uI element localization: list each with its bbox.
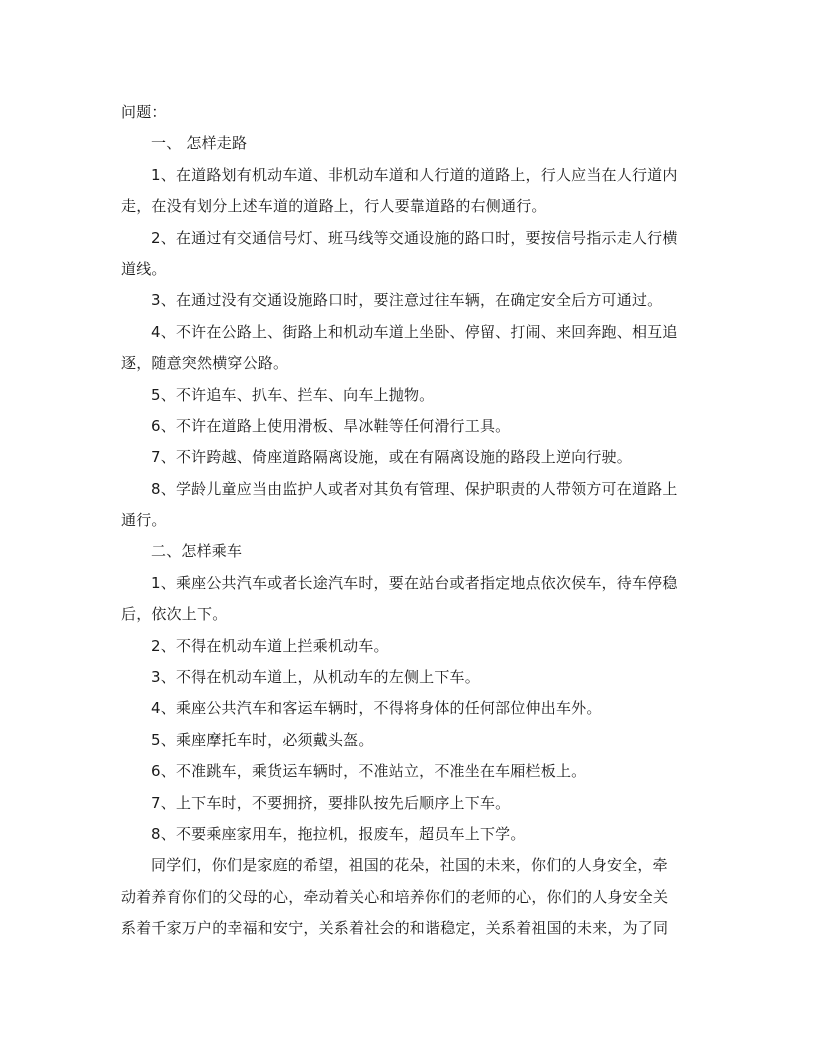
text-line: 1、乘座公共汽车或者长途汽车时，要在站台或者指定地点依次侯车，待车停稳 <box>151 573 678 592</box>
text-line: 4、不许在公路上、街路上和机动车道上坐卧、停留、打闹、来回奔跑、相互追 <box>151 322 678 341</box>
text-line: 后，依次上下。 <box>121 605 228 624</box>
text-line: 8、学龄儿童应当由监护人或者对其负有管理、保护职责的人带领方可在道路上 <box>151 479 678 498</box>
section-heading: 一、 怎样走路 <box>151 134 248 153</box>
text-line: 3、在通过没有交通设施路口时，要注意过往车辆，在确定安全后方可通过。 <box>151 291 663 310</box>
text-line: 5、乘座摩托车时，必须戴头盔。 <box>151 730 374 749</box>
text-line: 道线。 <box>121 259 167 278</box>
text-line: 3、不得在机动车道上，从机动车的左侧上下车。 <box>151 668 480 687</box>
text-line: 走，在没有划分上述车道的道路上，行人要靠道路的右侧通行。 <box>121 197 547 216</box>
document-body <box>121 97 699 945</box>
text-line: 6、不许在道路上使用滑板、旱冰鞋等任何滑行工具。 <box>151 416 511 435</box>
text-line: 逐，随意突然横穿公路。 <box>121 354 289 373</box>
text-line: 5、不许追车、扒车、拦车、向车上抛物。 <box>151 385 435 404</box>
text-line: 系着千家万户的幸福和安宁，关系着社会的和谐稳定，关系着祖国的未来，为了同 <box>121 919 669 938</box>
section-heading: 二、怎样乘车 <box>151 542 243 561</box>
text-line: 2、在通过有交通信号灯、班马线等交通设施的路口时，要按信号指示走人行横 <box>151 228 678 247</box>
text-line: 2、不得在机动车道上拦乘机动车。 <box>151 636 389 655</box>
text-line: 6、不准跳车，乘货运车辆时，不准站立，不准坐在车厢栏板上。 <box>151 762 587 781</box>
text-line: 同学们，你们是家庭的希望，祖国的花朵，社国的未来，你们的人身安全，牵 <box>151 856 668 875</box>
text-line: 7、上下车时，不要拥挤，要排队按先后顺序上下车。 <box>151 793 511 812</box>
text-line: 通行。 <box>121 511 167 530</box>
text-line: 7、不许跨越、倚座道路隔离设施，或在有隔离设施的路段上逆向行驶。 <box>151 448 632 467</box>
text-line: 4、乘座公共汽车和客运车辆时，不得将身体的任何部位伸出车外。 <box>151 699 602 718</box>
text-line: 动着养育你们的父母的心，牵动着关心和培养你们的老师的心，你们的人身安全关 <box>121 887 669 906</box>
text-line: 8、不要乘座家用车，拖拉机，报废车，超员车上下学。 <box>151 824 526 843</box>
text-line: 问题： <box>121 103 167 121</box>
text-line: 1、在道路划有机动车道、非机动车道和人行道的道路上，行人应当在人行道内 <box>151 165 678 184</box>
